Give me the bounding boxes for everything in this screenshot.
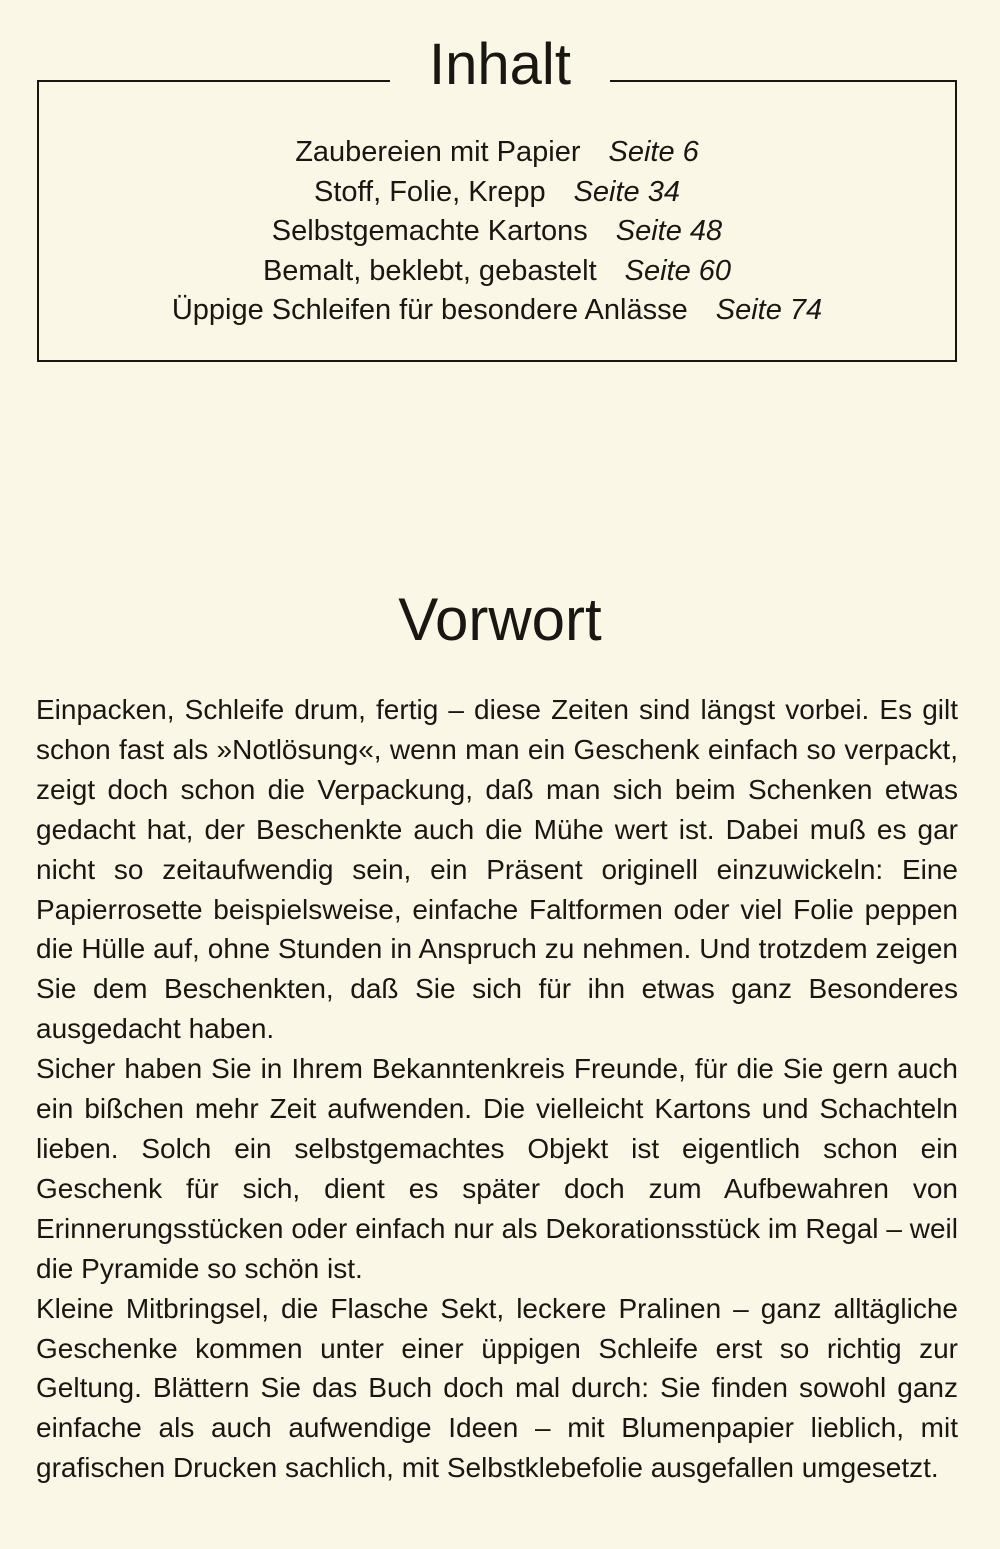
- contents-entry-page: Seite 60: [624, 254, 732, 287]
- contents-entry-title: Stoff, Folie, Krepp: [313, 175, 546, 208]
- contents-entry[interactable]: [37, 173, 957, 213]
- contents-entry-page: Seite 74: [715, 294, 823, 327]
- preface-title: Vorwort: [398, 586, 602, 653]
- preface-paragraph: Sicher haben Sie in Ihrem Bekanntenkreis Freunde, für die Sie gern auch ein bißchen mehr Zeit aufwenden. Die vielleicht Kartons und Schachteln lieben. Solch ein selbstgemachtes Objekt ist eigentlich schon ein Geschenk für sich, dient es später doch zum Aufbewahren von Erinnerungsstücken oder einfach nur als Dekorationsstück im Regal – weil die Pyramide so schön ist.: [36, 1053, 958, 1284]
- contents-entry[interactable]: [37, 252, 957, 292]
- contents-entry-page: Seite 48: [615, 215, 723, 248]
- contents-entry[interactable]: [37, 133, 957, 173]
- preface-paragraph: Kleine Mitbringsel, die Flasche Sekt, leckere Pralinen – ganz alltägliche Geschenke kommen unter einer üppigen Schleife erst so richtig zur Geltung. Blättern Sie das Buch doch mal durch: Sie finden sowohl ganz einfache als auch aufwendige Ideen – mit Blumenpapier lieblich, mit grafischen Drucken sachlich, mit Selbstklebefolie ausgefallen umgesetzt.: [36, 1292, 958, 1484]
- contents-entry-title: Üppige Schleifen für besondere Anlässe: [171, 294, 688, 327]
- contents-entry-page: Seite 34: [573, 175, 680, 208]
- contents-entry-title: Zaubereien mit Papier: [295, 136, 581, 168]
- contents-entry[interactable]: [37, 291, 957, 331]
- contents-entry-title: Bemalt, beklebt, gebastelt: [262, 254, 597, 287]
- preface-body: [36, 690, 958, 1488]
- contents-entry-page: Seite 6: [608, 136, 699, 168]
- preface-paragraph: Einpacken, Schleife drum, fertig – diese Zeiten sind längst vorbei. Es gilt schon fast als »Notlösung«, wenn man ein Geschenk einfach so verpackt, zeigt doch schon die Verpackung, daß man sich beim Schenken etwas gedacht hat, der Beschenkte auch die Mühe wert ist. Dabei muß es gar nicht so zeitaufwendig sein, ein Präsent originell einzuwickeln: Eine Papierrosette beispielsweise, einfache Faltformen oder viel Folie peppen die Hülle auf, ohne Stunden in Anspruch zu nehmen. Und trotzdem zeigen Sie dem Beschenkten, daß Sie sich für ihn etwas ganz Besonderes ausgedacht haben.: [36, 694, 958, 1045]
- contents-list: [37, 133, 957, 331]
- contents-title: Inhalt: [390, 30, 610, 100]
- contents-entry[interactable]: [37, 212, 957, 252]
- contents-entry-title: Selbstgemachte Kartons: [271, 215, 588, 248]
